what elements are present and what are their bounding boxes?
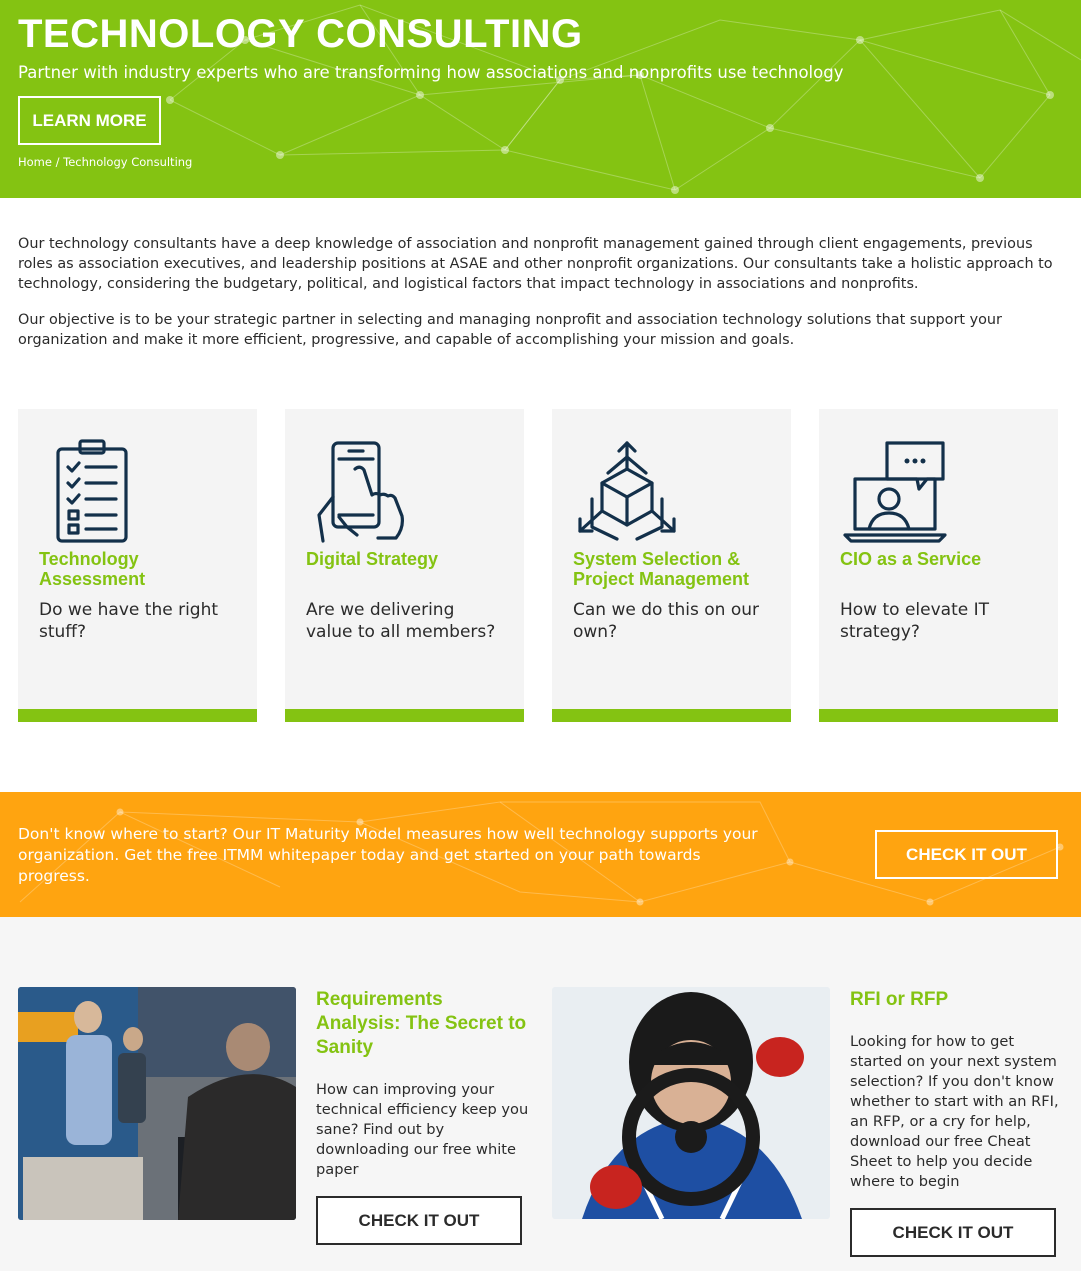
itmm-check-it-out-button[interactable]: CHECK IT OUT <box>875 830 1058 879</box>
intro-section <box>18 234 1063 366</box>
card-accent-bar <box>819 709 1058 722</box>
service-card-technology-assessment[interactable] <box>18 409 257 722</box>
itmm-promo-band <box>0 792 1081 917</box>
resources-section <box>0 917 1081 1271</box>
resource-description: Looking for how to get started on your next system selection? If you don't know whether to start with an RFI, an RFP, or a cry for help, download our free Cheat Sheet to help you decide where to begin <box>850 1033 1059 1190</box>
service-card-cio-as-a-service[interactable] <box>819 409 1058 722</box>
rfi-rfp-check-it-out-button[interactable]: CHECK IT OUT <box>850 1208 1056 1257</box>
resource-description: How can improving your technical efficiency keep you sane? Find out by downloading our free white paper <box>316 1081 529 1178</box>
resource-title: Requirements Analysis: The Secret to Sanity <box>316 989 527 1058</box>
breadcrumb-home-link[interactable]: Home <box>18 155 52 169</box>
breadcrumb-separator: / <box>51 155 64 169</box>
intro-paragraph: Our technology consultants have a deep knowledge of association and nonprofit management gained through client engagements, previous roles as association executives, and leadership positions at ASAE and other nonprofit organizations. Our consultants take a holistic approach to technology, considering the budgetary, political, and logistical factors that impact technology in associations and nonprofits. <box>18 236 1053 292</box>
learn-more-button[interactable]: LEARN MORE <box>18 96 161 145</box>
hero-subtitle: Partner with industry experts who are transforming how associations and nonprofits use technology <box>18 63 844 82</box>
steering-wheel-driver-photo <box>552 987 830 1219</box>
service-question: Are we delivering value to all members? <box>306 600 496 642</box>
service-title: System Selection & Project Management <box>573 549 750 589</box>
person-laptop-chat-icon <box>839 439 949 547</box>
tablet-touch-icon <box>305 439 415 547</box>
breadcrumb <box>18 155 192 169</box>
hero-banner <box>0 0 1081 198</box>
service-question: Can we do this on our own? <box>573 600 759 642</box>
service-title: Technology Assessment <box>39 549 146 589</box>
service-title: CIO as a Service <box>840 549 982 569</box>
cube-arrows-icon <box>572 439 682 547</box>
service-question: Do we have the right stuff? <box>39 600 219 642</box>
intro-paragraph: Our objective is to be your strategic partner in selecting and managing nonprofit and association technology solutions that support your organization and make it more efficient, progressive, and capable of accomplishing your mission and goals. <box>18 312 1002 348</box>
card-accent-bar <box>285 709 524 722</box>
service-card-system-selection[interactable] <box>552 409 791 722</box>
breadcrumb-current: Technology Consulting <box>63 155 193 169</box>
card-accent-bar <box>552 709 791 722</box>
clipboard-checklist-icon <box>38 439 148 547</box>
card-accent-bar <box>18 709 257 722</box>
conference-booth-photo <box>18 987 296 1220</box>
page-title: TECHNOLOGY CONSULTING <box>18 12 583 56</box>
requirements-check-it-out-button[interactable]: CHECK IT OUT <box>316 1196 522 1245</box>
service-card-digital-strategy[interactable] <box>285 409 524 722</box>
itmm-promo-text: Don't know where to start? Our IT Maturity Model measures how well technology supports your organization. Get the free ITMM whitepaper today and get started on your path towards progress. <box>18 825 758 885</box>
service-question: How to elevate IT strategy? <box>840 600 990 642</box>
service-title: Digital Strategy <box>306 549 439 569</box>
resource-title: RFI or RFP <box>850 989 949 1010</box>
